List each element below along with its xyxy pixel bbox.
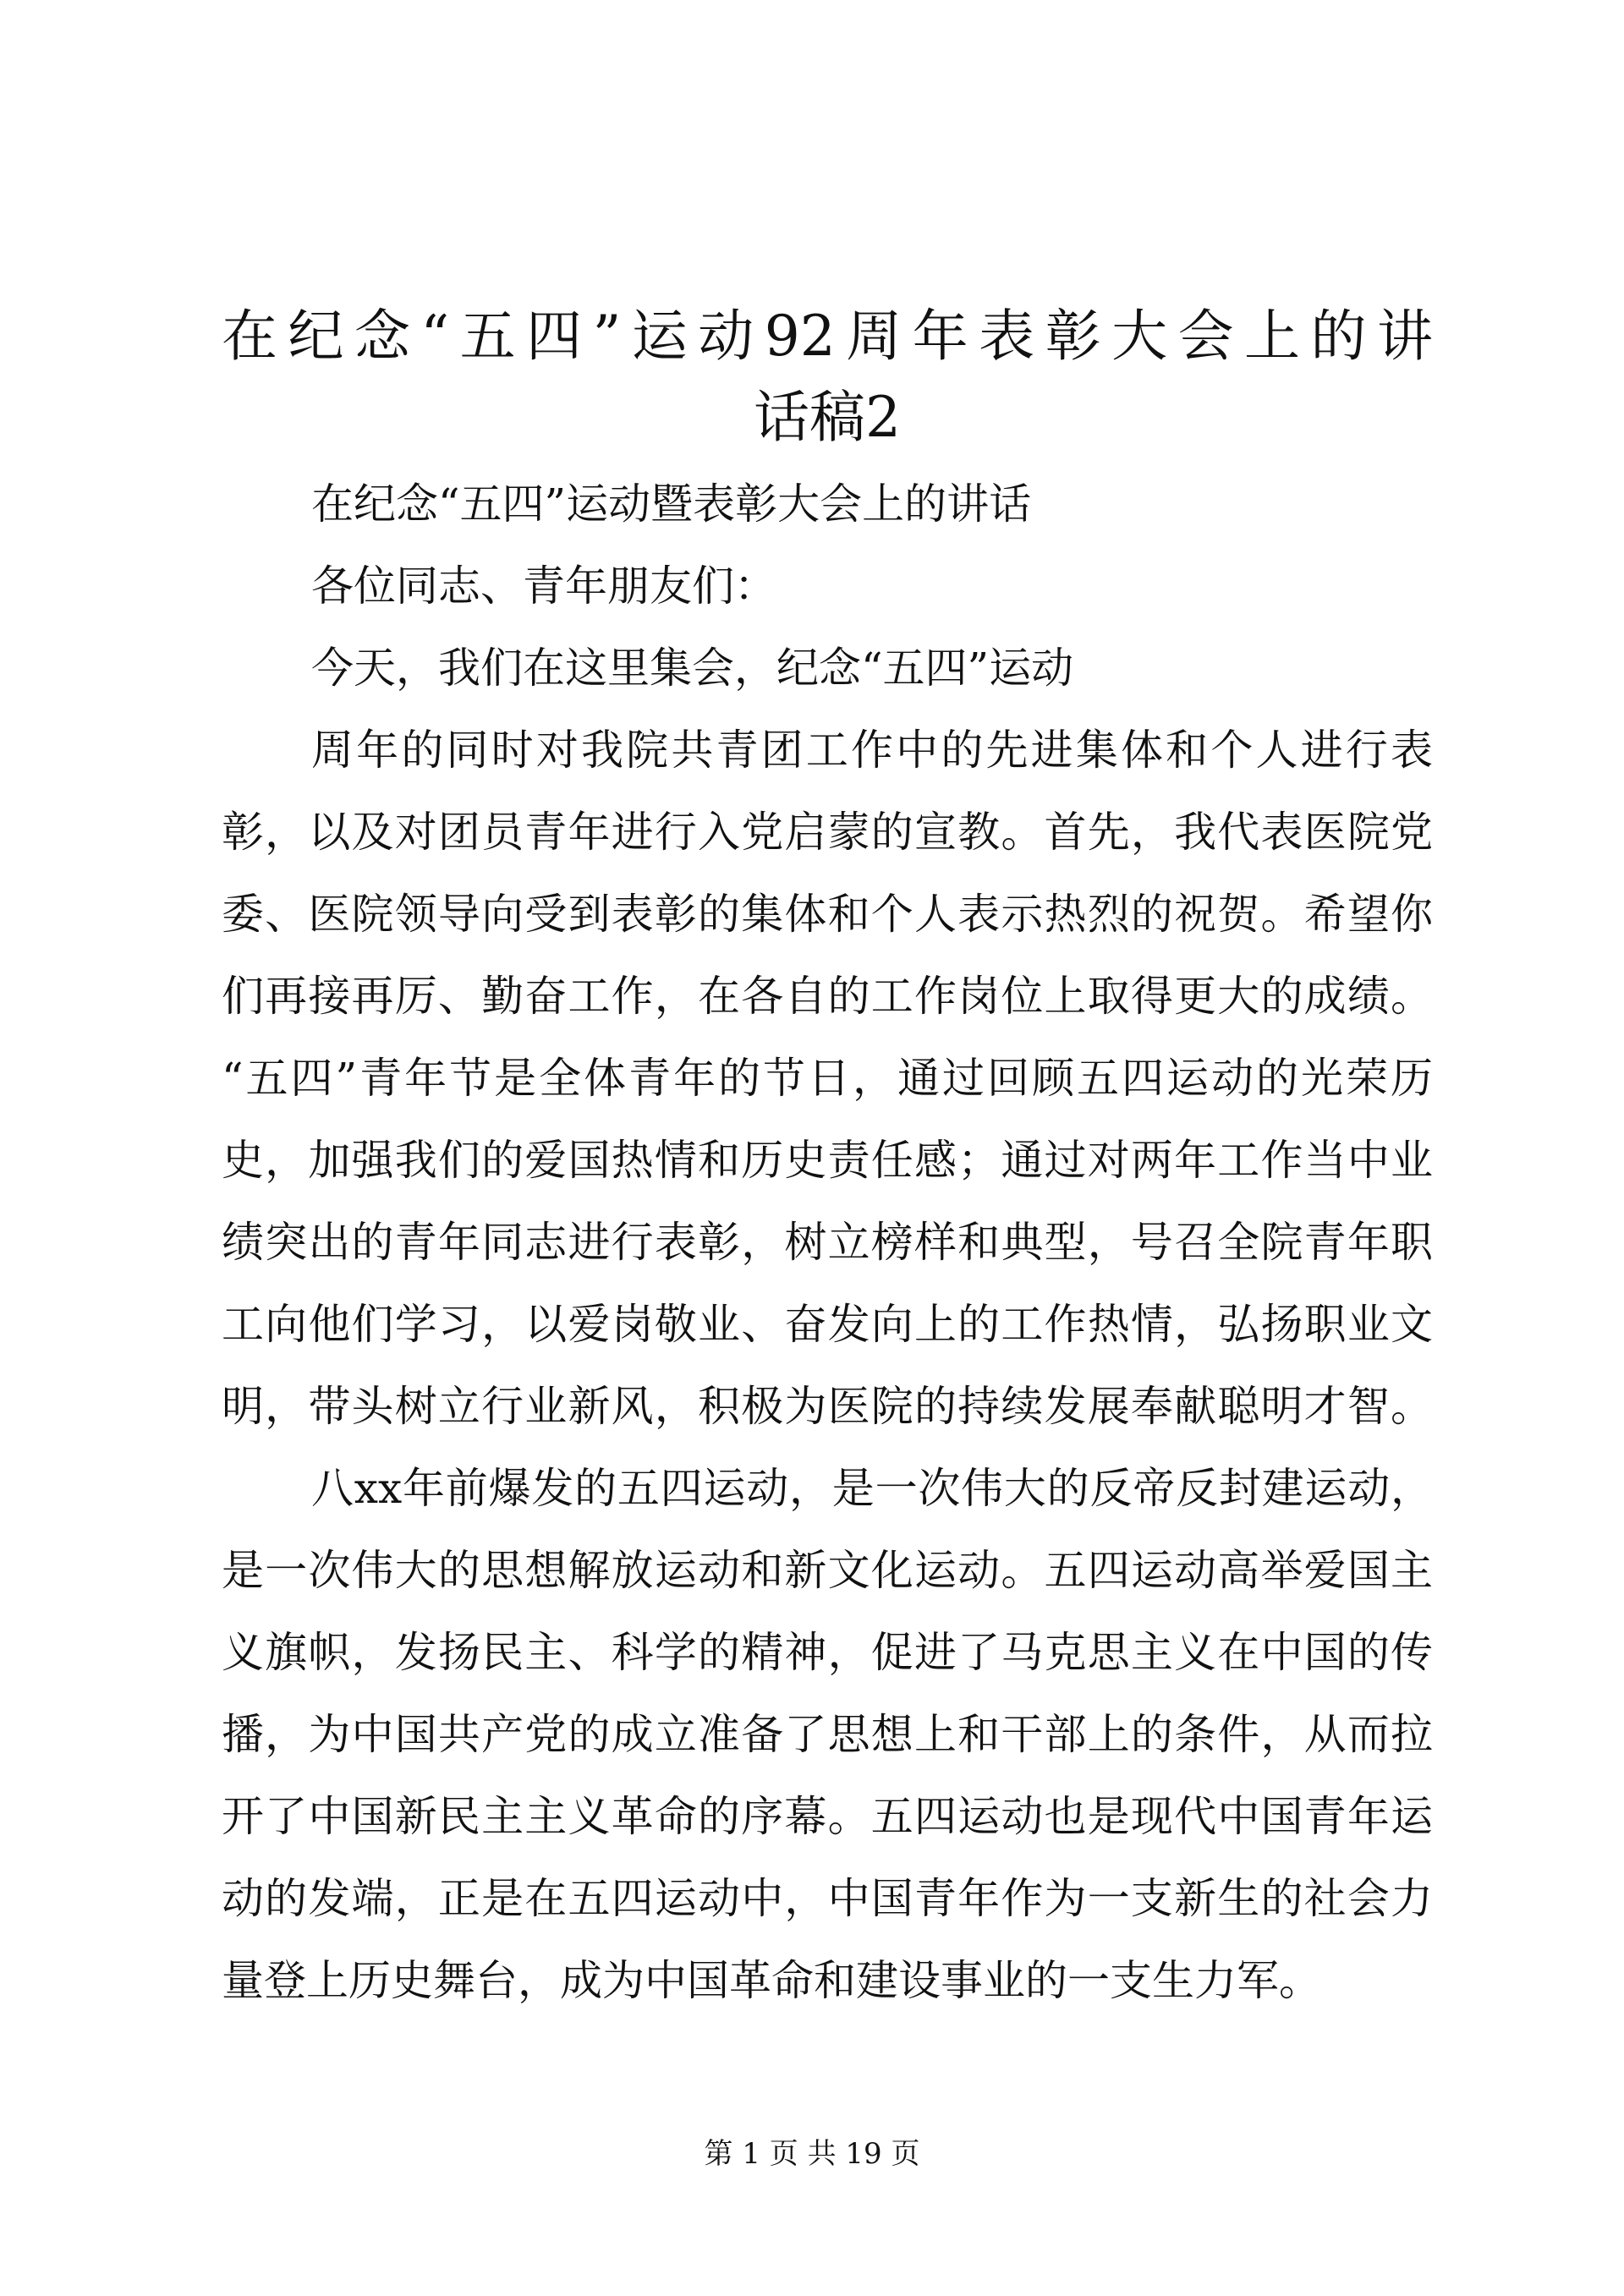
body-text-line: 彰，以及对团员青年进行入党启蒙的宣教。首先，我代表医院党 [222, 808, 1433, 857]
page-footer: 第 1 页 共 19 页 [704, 2137, 920, 2171]
body-text-line: 各位同志、青年朋友们： [311, 562, 776, 611]
body-text-line: 史，加强我们的爱国热情和历史责任感；通过对两年工作当中业 [222, 1136, 1433, 1185]
body-text-line: 是一次伟大的思想解放运动和新文化运动。五四运动高举爱国主 [222, 1546, 1433, 1595]
body-text-line: 量登上历史舞台，成为中国革命和建设事业的一支生力军。 [222, 1956, 1321, 2005]
body-text-line: 动的发端，正是在五四运动中，中国青年作为一支新生的社会力 [222, 1874, 1433, 1923]
body-text-line: 周年的同时对我院共青团工作中的先进集体和个人进行表 [311, 726, 1433, 775]
body-text-line: 工向他们学习，以爱岗敬业、奋发向上的工作热情，弘扬职业文 [222, 1300, 1433, 1349]
document-title-line-2: 话稿2 [754, 385, 901, 450]
body-text-line: 今天，我们在这里集会，纪念“五四”运动 [311, 644, 1074, 693]
body-text-line: “五四”青年节是全体青年的节日，通过回顾五四运动的光荣历 [222, 1054, 1433, 1103]
document-body [222, 463, 1433, 2022]
body-text-line: 在纪念“五四”运动暨表彰大会上的讲话 [311, 479, 1032, 529]
body-text-line: 八xx年前爆发的五四运动，是一次伟大的反帝反封建运动， [311, 1464, 1433, 1513]
body-text-line: 义旗帜，发扬民主、科学的精神，促进了马克思主义在中国的传 [222, 1628, 1433, 1677]
body-text-line: 播，为中国共产党的成立准备了思想上和干部上的条件，从而拉 [222, 1710, 1433, 1759]
body-text-line: 开了中国新民主主义革命的序幕。五四运动也是现代中国青年运 [222, 1792, 1433, 1841]
document-title-line-1: 在纪念“五四”运动92周年表彰大会上的讲 [222, 304, 1433, 369]
body-text-line: 们再接再厉、勤奋工作，在各自的工作岗位上取得更大的成绩。 [222, 972, 1433, 1021]
body-text-line: 委、医院领导向受到表彰的集体和个人表示热烈的祝贺。希望你 [222, 890, 1433, 939]
body-text-line: 明，带头树立行业新风，积极为医院的持续发展奉献聪明才智。 [222, 1382, 1433, 1431]
body-text-line: 绩突出的青年同志进行表彰，树立榜样和典型，号召全院青年职 [222, 1218, 1433, 1267]
